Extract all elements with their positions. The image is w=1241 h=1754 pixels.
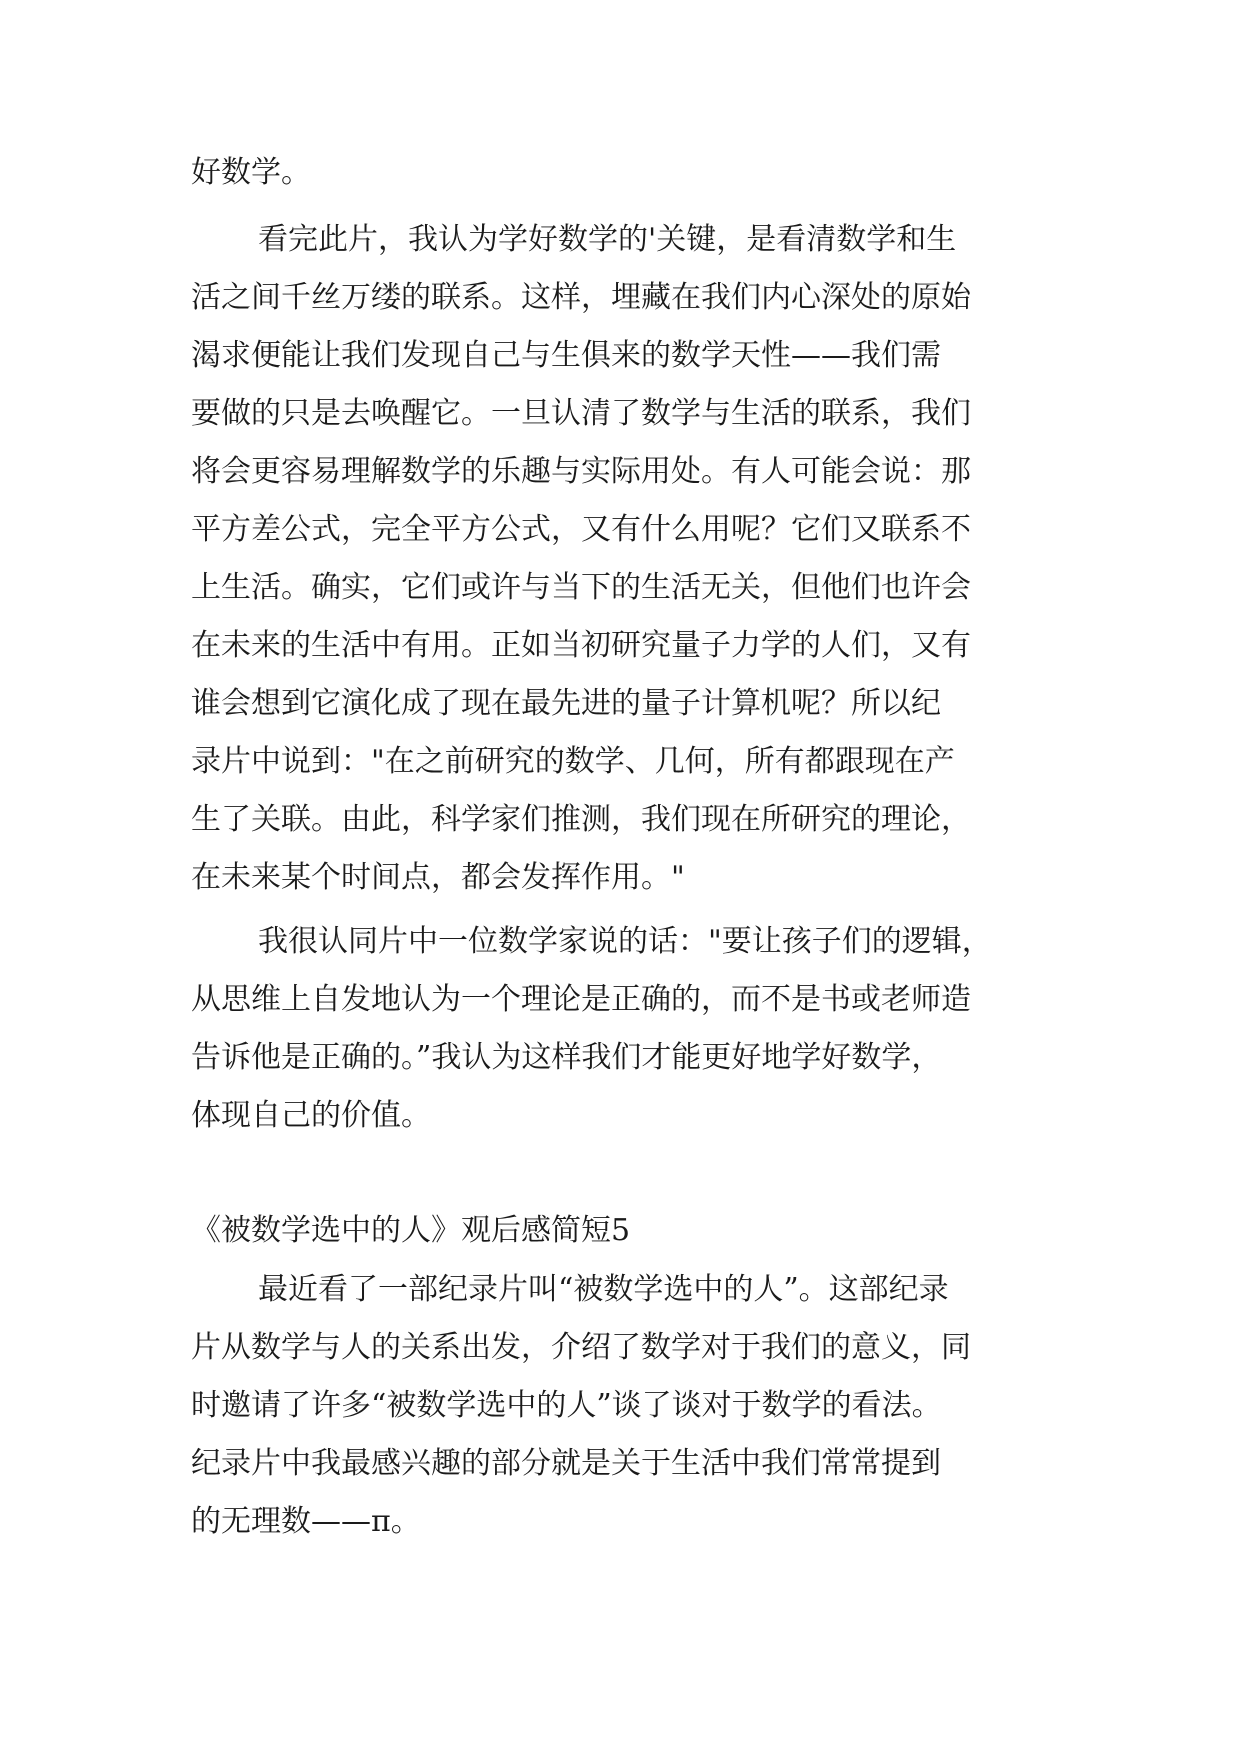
text-line: 平方差公式，完全平方公式，又有什么用呢？它们又联系不 (191, 512, 971, 547)
text-line: 在未来的生活中有用。正如当初研究量子力学的人们，又有 (191, 628, 971, 663)
section-heading: 《被数学选中的人》观后感简短5 (191, 1213, 631, 1248)
paragraph-first-line: 看完此片，我认为学好数学的'关键，是看清数学和生 (258, 222, 957, 257)
text-line: 谁会想到它演化成了现在最先进的量子计算机呢？所以纪 (191, 686, 941, 721)
text-line: 生了关联。由此，科学家们推测，我们现在所研究的理论， (191, 802, 971, 837)
text-line: 告诉他是正确的。”我认为这样我们才能更好地学好数学， (191, 1040, 942, 1075)
text-line: 上生活。确实，它们或许与当下的生活无关，但他们也许会 (191, 570, 971, 605)
text-line: 从思维上自发地认为一个理论是正确的，而不是书或老师造 (191, 982, 971, 1017)
text-line: 好数学。 (191, 155, 311, 190)
text-line: 纪录片中我最感兴趣的部分就是关于生活中我们常常提到 (191, 1446, 941, 1481)
text-line: 活之间千丝万缕的联系。这样，埋藏在我们内心深处的原始 (191, 280, 971, 315)
text-line: 要做的只是去唤醒它。一旦认清了数学与生活的联系，我们 (191, 396, 971, 431)
text-line: 的无理数——π。 (191, 1504, 421, 1539)
text-line: 体现自己的价值。 (191, 1098, 431, 1133)
text-line: 在未来某个时间点，都会发挥作用。" (191, 860, 685, 895)
text-line: 片从数学与人的关系出发，介绍了数学对于我们的意义，同 (191, 1330, 971, 1365)
paragraph-first-line: 最近看了一部纪录片叫“被数学选中的人”。这部纪录 (258, 1272, 949, 1307)
text-line: 录片中说到："在之前研究的数学、几何，所有都跟现在产 (191, 744, 955, 779)
text-line: 时邀请了许多“被数学选中的人”谈了谈对于数学的看法。 (191, 1388, 942, 1423)
text-line: 渴求便能让我们发现自己与生俱来的数学天性——我们需 (191, 338, 941, 373)
paragraph-first-line: 我很认同片中一位数学家说的话："要让孩子们的逻辑， (258, 924, 992, 959)
text-line: 将会更容易理解数学的乐趣与实际用处。有人可能会说：那 (191, 454, 971, 489)
